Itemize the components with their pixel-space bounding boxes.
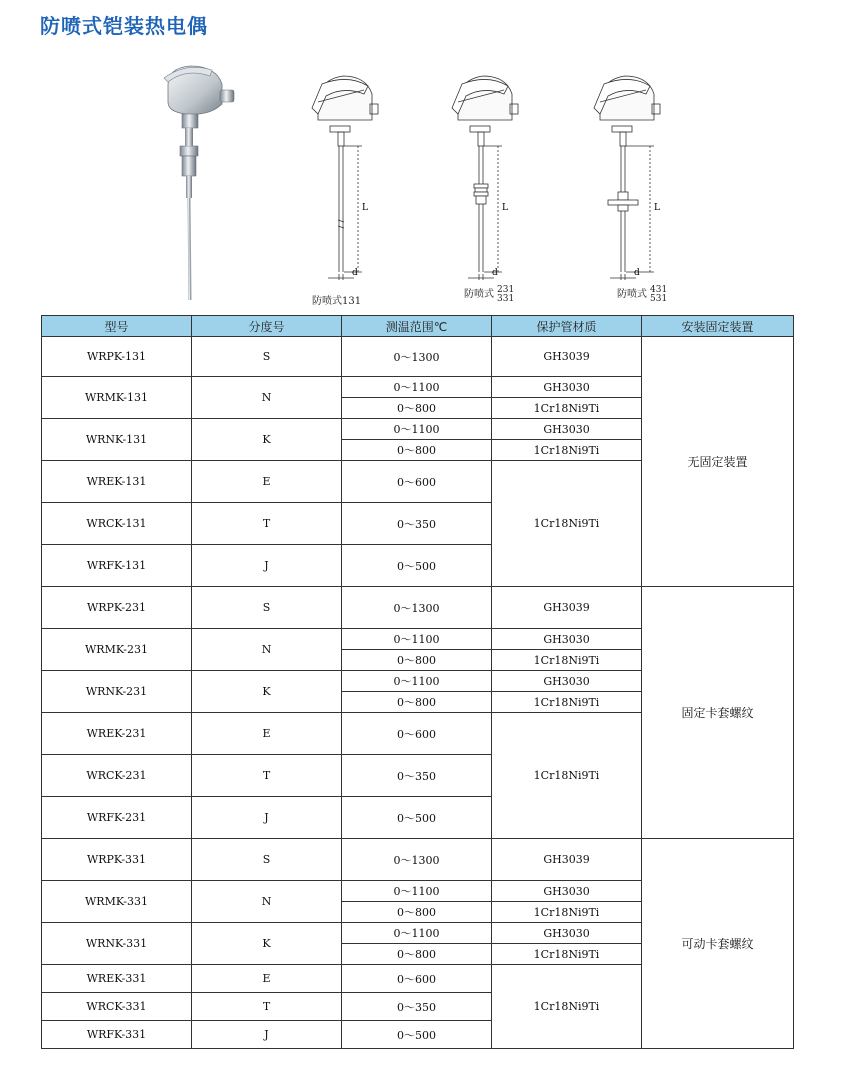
cell-range: 0～1100	[342, 629, 492, 650]
cell-material: 1Cr18Ni9Ti	[492, 902, 642, 923]
cell-graduation: S	[192, 839, 342, 881]
cell-material: 1Cr18Ni9Ti	[492, 713, 642, 839]
cell-mount: 可动卡套螺纹	[642, 839, 794, 1049]
figure-caption	[312, 292, 361, 307]
cell-material: GH3039	[492, 587, 642, 629]
product-photo	[150, 50, 245, 302]
page-title: 防喷式铠装热电偶	[40, 14, 208, 38]
cell-range: 0～500	[342, 545, 492, 587]
caption-text: 防喷式	[464, 289, 494, 300]
cell-model: WRFK-231	[42, 797, 192, 839]
cell-model: WRCK-231	[42, 755, 192, 797]
table-header-row	[42, 316, 794, 337]
cell-model: WRNK-331	[42, 923, 192, 965]
cell-model: WREK-331	[42, 965, 192, 993]
drawing-131	[308, 50, 388, 288]
product-figures	[0, 50, 850, 312]
caption-num: 531	[650, 293, 668, 304]
cell-model: WRNK-231	[42, 671, 192, 713]
drawing-231-331	[448, 50, 528, 288]
cell-range: 0～350	[342, 503, 492, 545]
cell-model: WRMK-231	[42, 629, 192, 671]
cell-material: 1Cr18Ni9Ti	[492, 692, 642, 713]
cell-graduation: J	[192, 545, 342, 587]
cell-range: 0～1300	[342, 839, 492, 881]
table-row	[42, 587, 794, 629]
cell-graduation: K	[192, 419, 342, 461]
cell-graduation: N	[192, 629, 342, 671]
cell-model: WRNK-131	[42, 419, 192, 461]
cell-range: 0～1300	[342, 337, 492, 377]
cell-range: 0～500	[342, 797, 492, 839]
cell-material: GH3039	[492, 337, 642, 377]
figure-caption	[617, 285, 667, 304]
cell-material: GH3030	[492, 671, 642, 692]
dim-label-diameter: d	[634, 268, 640, 278]
cell-range: 0～800	[342, 902, 492, 923]
cell-model: WRPK-231	[42, 587, 192, 629]
cell-material: 1Cr18Ni9Ti	[492, 461, 642, 587]
cell-graduation: N	[192, 881, 342, 923]
dim-label-length: L	[502, 203, 508, 213]
cell-material: GH3039	[492, 839, 642, 881]
cell-graduation: K	[192, 671, 342, 713]
cell-range: 0～800	[342, 944, 492, 965]
drawing-431-531	[590, 50, 670, 288]
cell-mount: 无固定装置	[642, 337, 794, 587]
cell-material: 1Cr18Ni9Ti	[492, 944, 642, 965]
cell-material: 1Cr18Ni9Ti	[492, 965, 642, 1049]
cell-range: 0～800	[342, 440, 492, 461]
cell-model: WRPK-131	[42, 337, 192, 377]
dim-label-length: L	[654, 203, 660, 213]
table-row	[42, 337, 794, 377]
dim-label-diameter: d	[492, 268, 498, 278]
cell-graduation: K	[192, 923, 342, 965]
cell-range: 0～1100	[342, 923, 492, 944]
cell-range: 0～800	[342, 398, 492, 419]
table-row	[42, 839, 794, 881]
cell-range: 0～1300	[342, 587, 492, 629]
header-material: 保护管材质	[492, 316, 642, 337]
cell-material: 1Cr18Ni9Ti	[492, 440, 642, 461]
cell-mount: 固定卡套螺纹	[642, 587, 794, 839]
cell-graduation: S	[192, 587, 342, 629]
cell-graduation: J	[192, 797, 342, 839]
cell-graduation: E	[192, 713, 342, 755]
cell-range: 0～600	[342, 713, 492, 755]
spec-table-body	[42, 337, 794, 1049]
cell-range: 0～350	[342, 755, 492, 797]
figure-caption	[464, 285, 514, 304]
cell-material: GH3030	[492, 629, 642, 650]
cell-model: WRCK-131	[42, 503, 192, 545]
cell-model: WRPK-331	[42, 839, 192, 881]
cell-material: GH3030	[492, 377, 642, 398]
cell-range: 0～1100	[342, 377, 492, 398]
cell-range: 0～800	[342, 692, 492, 713]
caption-text: 防喷式	[617, 289, 647, 300]
dim-label-length: L	[362, 203, 368, 213]
cell-material: GH3030	[492, 923, 642, 944]
cell-model: WREK-231	[42, 713, 192, 755]
cell-range: 0～600	[342, 965, 492, 993]
dim-label-diameter: d	[352, 268, 358, 278]
cell-range: 0～800	[342, 650, 492, 671]
cell-range: 0～1100	[342, 419, 492, 440]
cell-model: WRMK-331	[42, 881, 192, 923]
header-graduation: 分度号	[192, 316, 342, 337]
header-range: 测温范围℃	[342, 316, 492, 337]
caption-num: 431	[650, 284, 668, 295]
cell-material: GH3030	[492, 419, 642, 440]
cell-graduation: T	[192, 755, 342, 797]
cell-model: WRFK-331	[42, 1021, 192, 1049]
cell-model: WRFK-131	[42, 545, 192, 587]
cell-graduation: T	[192, 503, 342, 545]
cell-material: GH3030	[492, 881, 642, 902]
cell-material: 1Cr18Ni9Ti	[492, 650, 642, 671]
cell-material: 1Cr18Ni9Ti	[492, 398, 642, 419]
caption-num: 231	[497, 284, 515, 295]
cell-range: 0～1100	[342, 881, 492, 902]
cell-graduation: N	[192, 377, 342, 419]
spec-table	[41, 315, 794, 1049]
header-mount: 安装固定装置	[642, 316, 794, 337]
cell-graduation: T	[192, 993, 342, 1021]
cell-graduation: E	[192, 965, 342, 993]
cell-range: 0～500	[342, 1021, 492, 1049]
cell-graduation: S	[192, 337, 342, 377]
caption-text: 防喷式131	[312, 296, 362, 307]
cell-model: WRMK-131	[42, 377, 192, 419]
header-model: 型号	[42, 316, 192, 337]
cell-range: 0～350	[342, 993, 492, 1021]
cell-graduation: E	[192, 461, 342, 503]
cell-graduation: J	[192, 1021, 342, 1049]
caption-num: 331	[497, 293, 515, 304]
cell-model: WRCK-331	[42, 993, 192, 1021]
cell-range: 0～600	[342, 461, 492, 503]
cell-model: WREK-131	[42, 461, 192, 503]
cell-range: 0～1100	[342, 671, 492, 692]
